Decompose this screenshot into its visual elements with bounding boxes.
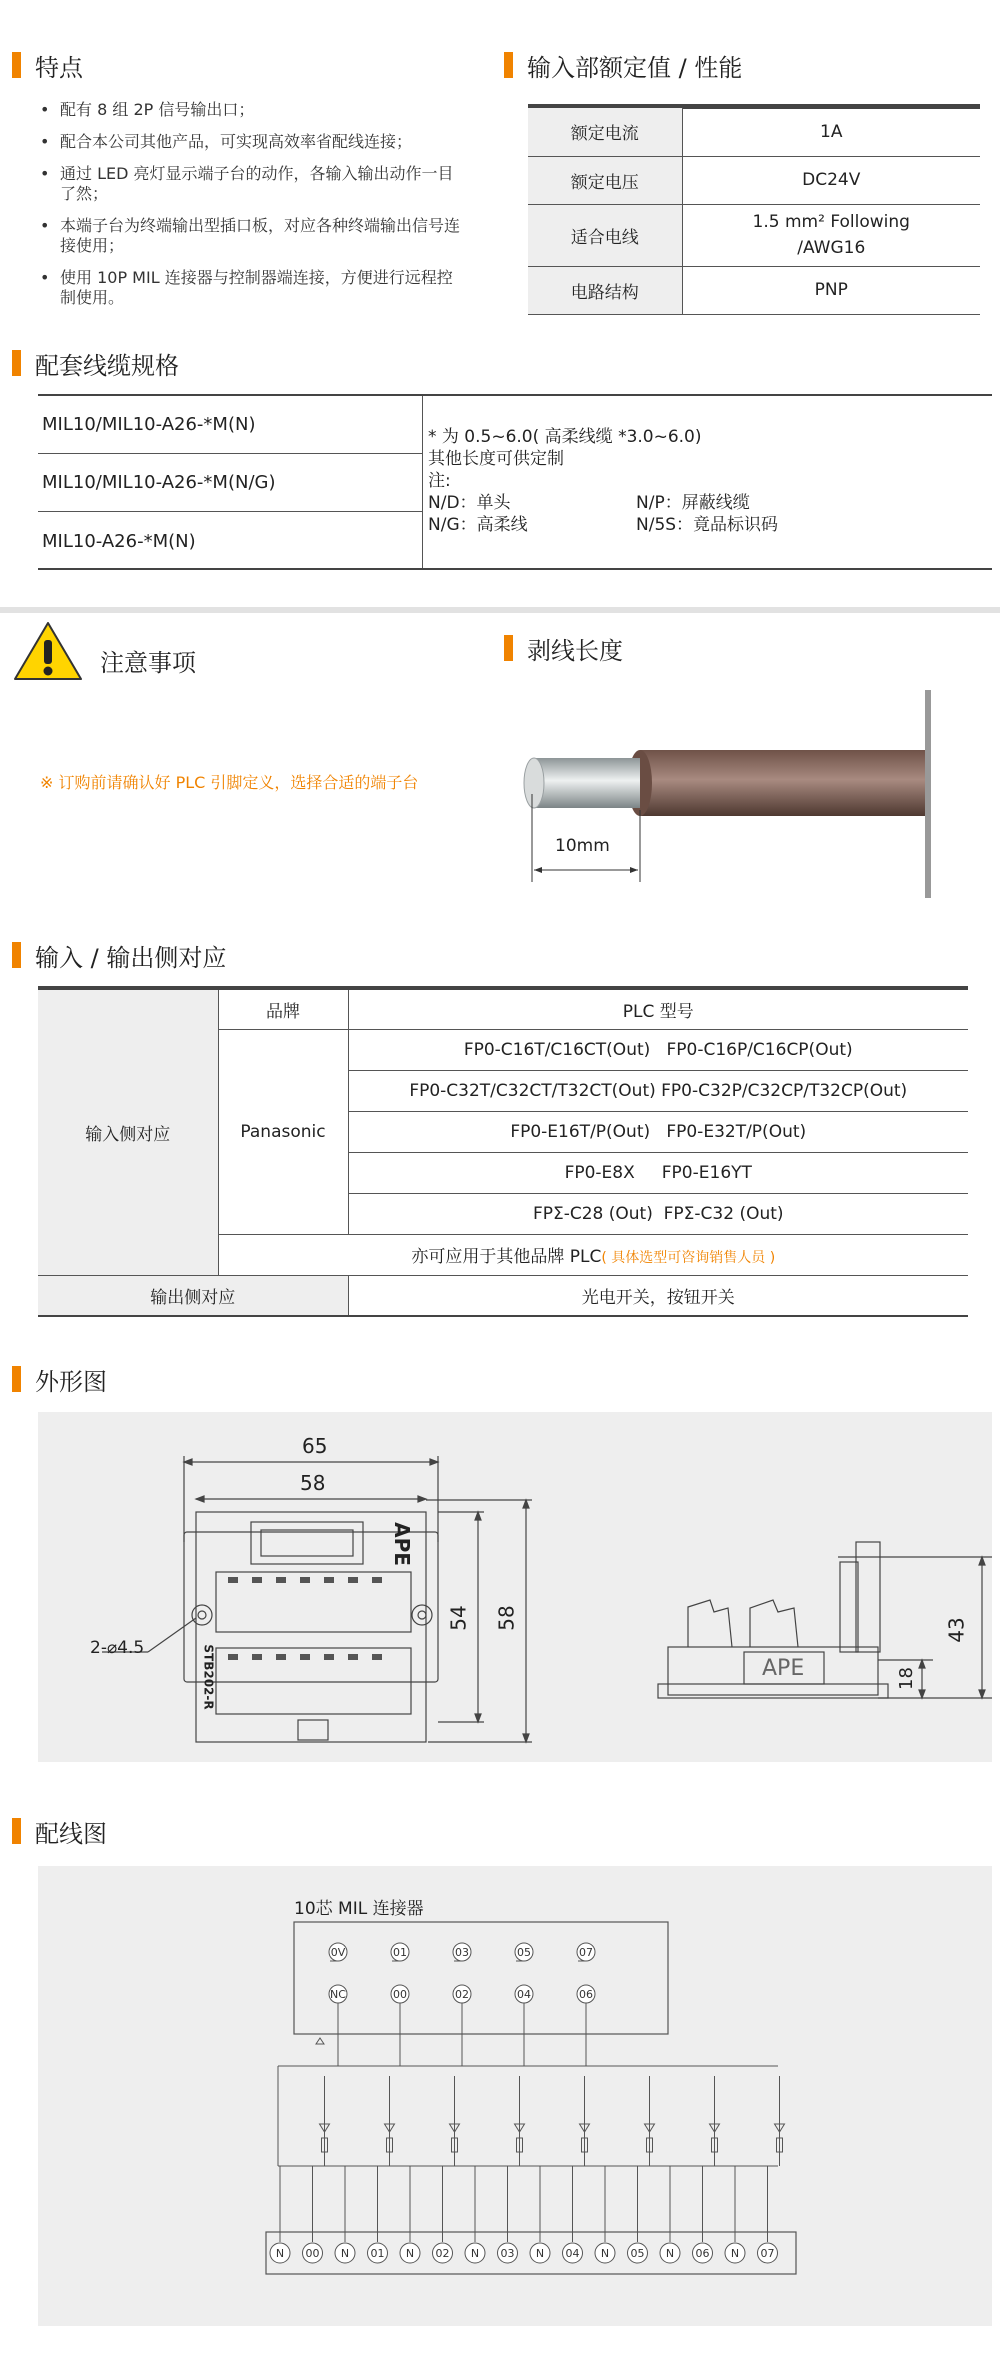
section-marker	[12, 52, 21, 78]
svg-text:07: 07	[579, 1946, 593, 1959]
terminal	[725, 2243, 745, 2263]
terminal	[335, 2243, 355, 2263]
output-side-label: 输出侧对应	[38, 1275, 348, 1316]
model-header: PLC 型号	[348, 988, 968, 1029]
svg-text:01: 01	[370, 2247, 385, 2260]
dim-height-43: 43	[944, 1617, 969, 1643]
svg-text:03: 03	[455, 1946, 469, 1959]
feature-item: • 本端子台为终端输出型插口板，对应各种终端输出信号连接使用；	[40, 216, 460, 256]
svg-text:02: 02	[435, 2247, 450, 2260]
cable-model: MIL10/MIL10-A26-*M(N/G)	[38, 454, 422, 512]
svg-text:0V: 0V	[330, 1946, 346, 1959]
cable-note-row	[428, 514, 778, 536]
feature-item: • 使用 10P MIL 连接器与控制器端连接，方便进行远程控制使用。	[40, 268, 460, 308]
other-brand-note: ( 具体选型可咨询销售人员 )	[601, 1250, 776, 1266]
svg-text:N: N	[405, 2247, 415, 2260]
dim-height-18: 18	[895, 1667, 917, 1690]
rated-label: 额定电压	[528, 156, 682, 204]
connector-pin	[453, 1943, 471, 1961]
cable-model: MIL10-A26-*M(N)	[42, 530, 196, 552]
terminal	[628, 2243, 648, 2263]
table-row	[38, 988, 968, 1029]
cable-note-ng: N/G：高柔线	[428, 515, 528, 535]
board-logo: APE	[389, 1522, 414, 1566]
svg-text:05: 05	[630, 2247, 645, 2260]
plc-model: FPΣ-C28 (Out) FPΣ-C32 (Out)	[348, 1193, 968, 1234]
cable-note-nd: N/D：单头	[428, 493, 511, 513]
section-divider	[0, 607, 1000, 613]
svg-text:01: 01	[393, 1946, 407, 1959]
terminal	[595, 2243, 615, 2263]
svg-text:05: 05	[517, 1946, 531, 1959]
other-brand-cell	[218, 1234, 968, 1275]
connector-pin	[329, 1985, 347, 2003]
rated-table	[528, 108, 980, 315]
terminal	[563, 2243, 583, 2263]
connector-pin	[577, 1985, 595, 2003]
connector-pin	[577, 1943, 595, 1961]
outline-title: 外形图	[12, 1364, 107, 1394]
table-row	[38, 1275, 968, 1316]
cable-note-row	[428, 492, 778, 514]
caution-text: ※ 订购前请确认好 PLC 引脚定义，选择合适的端子台	[40, 773, 419, 792]
wiring-diagram	[38, 1866, 992, 2326]
cable-note-label: 注:	[428, 471, 451, 491]
input-side-label: 输入侧对应	[38, 988, 218, 1275]
svg-text:00: 00	[393, 1988, 407, 2001]
connector-label: 10芯 MIL 连接器	[294, 1899, 424, 1919]
cable-models	[38, 396, 423, 568]
board-model: STB202-R	[201, 1644, 216, 1710]
outline-panel	[38, 1412, 992, 1762]
plc-model: FP0-E16T/P(Out) FP0-E32T/P(Out)	[348, 1111, 968, 1152]
svg-text:N: N	[340, 2247, 350, 2260]
svg-text:06: 06	[695, 2247, 710, 2260]
cable-table	[38, 394, 992, 570]
rated-value	[682, 204, 980, 266]
io-title: 输入 / 输出侧对应	[12, 940, 226, 970]
plc-model: FP0-E8X FP0-E16YT	[348, 1152, 968, 1193]
svg-text:NC: NC	[330, 1988, 346, 2001]
wiring-panel	[38, 1866, 992, 2326]
features-title: 特点	[12, 50, 83, 80]
dim-height-58: 58	[494, 1605, 519, 1631]
terminal	[758, 2243, 778, 2263]
svg-text:N: N	[600, 2247, 610, 2260]
outline-drawing	[38, 1412, 992, 1762]
cable-note-length: * 为 0.5~6.0( 高柔线缆 *3.0~6.0)	[428, 427, 702, 447]
cable-note-n5s: N/5S：竟品标识码	[636, 515, 779, 535]
svg-text:N: N	[535, 2247, 545, 2260]
terminal	[498, 2243, 518, 2263]
rated-value: DC24V	[682, 156, 980, 204]
hole-spec: 2-⌀4.5	[90, 1638, 145, 1658]
cable-model: MIL10/MIL10-A26-*M(N)	[38, 396, 422, 454]
plc-model: FP0-C32T/C32CT/T32CT(Out) FP0-C32P/C32CP/T32CP(Out)	[348, 1070, 968, 1111]
section-marker	[12, 942, 21, 968]
section-marker	[504, 635, 513, 661]
feature-item: • 通过 LED 亮灯显示端子台的动作，各输入输出动作一目了然；	[40, 164, 460, 204]
svg-text:03: 03	[500, 2247, 515, 2260]
dim-height-54: 54	[446, 1605, 471, 1631]
terminal	[465, 2243, 485, 2263]
connector-pin	[391, 1943, 409, 1961]
output-side-value: 光电开关，按钮开关	[348, 1275, 968, 1316]
rated-label: 适合电线	[528, 204, 682, 266]
svg-text:N: N	[470, 2247, 480, 2260]
features-list	[40, 100, 460, 320]
table-row	[528, 108, 980, 156]
cable-title: 配套线缆规格	[12, 348, 179, 378]
warning-icon	[12, 620, 84, 682]
brand-cell: Panasonic	[218, 1029, 348, 1234]
svg-text:02: 02	[455, 1988, 469, 2001]
svg-text:04: 04	[517, 1988, 531, 2001]
side-logo: APE	[762, 1656, 805, 1681]
rated-value: 1A	[682, 108, 980, 156]
connector-pin	[391, 1985, 409, 2003]
connector-pin	[453, 1985, 471, 2003]
table-row	[528, 266, 980, 314]
svg-text:N: N	[275, 2247, 285, 2260]
terminal	[530, 2243, 550, 2263]
svg-text:N: N	[730, 2247, 740, 2260]
rated-value: PNP	[682, 266, 980, 314]
cable-note-np: N/P：屏蔽线缆	[636, 493, 750, 513]
io-table	[38, 986, 968, 1317]
other-brand-text: 亦可应用于其他品牌 PLC	[411, 1247, 602, 1267]
terminal	[660, 2243, 680, 2263]
brand-header: 品牌	[218, 988, 348, 1029]
rated-wire-value: 1.5 mm² Following /AWG16	[752, 212, 910, 258]
section-marker	[504, 52, 513, 78]
section-marker	[12, 1818, 21, 1844]
svg-text:06: 06	[579, 1988, 593, 2001]
svg-text:04: 04	[565, 2247, 580, 2260]
wiring-title: 配线图	[12, 1816, 107, 1846]
terminal	[400, 2243, 420, 2263]
terminal	[270, 2243, 290, 2263]
dim-width-65: 65	[302, 1434, 328, 1458]
rated-title: 输入部额定值 / 性能	[504, 50, 742, 80]
terminal	[433, 2243, 453, 2263]
connector-pin	[515, 1943, 533, 1961]
terminal	[303, 2243, 323, 2263]
table-row	[528, 204, 980, 266]
section-marker	[12, 1366, 21, 1392]
svg-text:N: N	[665, 2247, 675, 2260]
strip-length-diagram	[520, 690, 940, 900]
feature-item: • 配合本公司其他产品，可实现高效率省配线连接；	[40, 132, 460, 152]
terminal	[693, 2243, 713, 2263]
rated-label: 额定电流	[528, 108, 682, 156]
table-row	[528, 156, 980, 204]
strip-title: 剥线长度	[504, 633, 623, 663]
cable-note-custom: 其他长度可供定制	[428, 449, 564, 469]
caution-title: 注意事项	[100, 649, 196, 677]
terminal	[368, 2243, 388, 2263]
connector-pin	[329, 1943, 347, 1961]
dim-width-58: 58	[300, 1471, 326, 1495]
svg-text:07: 07	[760, 2247, 775, 2260]
strip-length-label: 10mm	[555, 836, 610, 856]
section-marker	[12, 350, 21, 376]
rated-label: 电路结构	[528, 266, 682, 314]
feature-item: • 配有 8 组 2P 信号输出口；	[40, 100, 460, 120]
svg-text:00: 00	[305, 2247, 320, 2260]
cable-notes	[428, 426, 778, 536]
connector-pin	[515, 1985, 533, 2003]
plc-model: FP0-C16T/C16CT(Out) FP0-C16P/C16CP(Out)	[348, 1029, 968, 1070]
